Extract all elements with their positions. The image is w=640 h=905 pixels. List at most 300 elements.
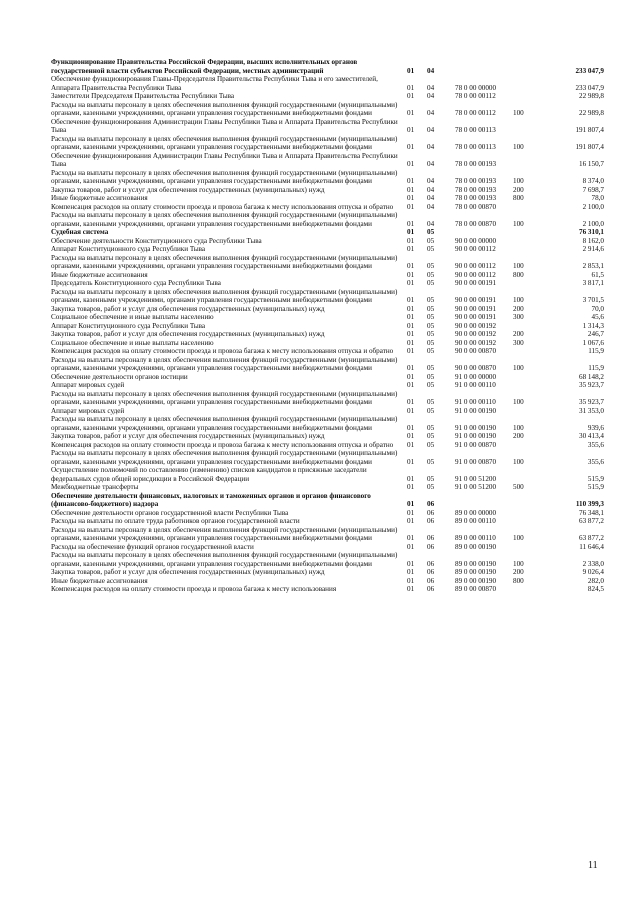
target-article-code: 90 0 00 00191 (455, 304, 497, 313)
target-article-code (455, 492, 513, 509)
item-name: Расходы на выплаты персоналу в целях обеспечения выполнения функций государственными (муниципальными) органами, казенными учреждениями, органами управления государственными внебюджетными фондами (51, 355, 398, 372)
table-row (51, 92, 604, 101)
expense-type-code (513, 381, 545, 390)
expense-type-code: 800 (513, 194, 524, 202)
table-row (51, 517, 604, 526)
amount: 22 989,8 (579, 109, 604, 117)
table-row (51, 373, 604, 382)
amount: 30 413,4 (579, 432, 604, 440)
item-name: Расходы на выплаты персоналу в целях обеспечения выполнения функций государственными (муниципальными) органами, казенными учреждениями, органами управления государственными внебюджетными фондами (51, 253, 398, 270)
table-row (51, 356, 604, 373)
amount: 939,6 (587, 423, 604, 432)
table-row (51, 551, 604, 568)
subsection-code: 04 (427, 143, 435, 151)
subsection-code: 05 (427, 330, 435, 338)
section-code: 01 (407, 534, 415, 542)
expense-type-code: 100 (513, 262, 524, 270)
target-article-code: 89 0 00 00190 (455, 576, 497, 585)
section-code: 01 (407, 381, 415, 389)
item-name: Закупка товаров, работ и услуг для обеспечения государственных (муниципальных) нужд (51, 568, 325, 576)
item-name: Закупка товаров, работ и услуг для обеспечения государственных (муниципальных) нужд (51, 330, 325, 338)
expense-type-code: 100 (513, 457, 524, 466)
expense-type-code: 100 (513, 559, 524, 568)
table-row (51, 194, 604, 203)
section-code: 01 (407, 406, 415, 415)
section-code: 01 (407, 83, 415, 92)
item-name: Расходы на выплаты персоналу в целях обеспечения выполнения функций государственными (муниципальными) органами, казенными учреждениями, органами управления государственными внебюджетными фондами (51, 168, 398, 185)
item-name: Расходы на выплаты персоналу в целях обеспечения выполнения функций государственными (муниципальными) органами, казенными учреждениями, органами управления государственными внебюджетными фондами (51, 134, 398, 151)
item-name: Расходы на обеспечение функций органов государственной власти (51, 542, 254, 551)
table-row (51, 254, 604, 271)
amount: 76 348,1 (579, 508, 604, 517)
expense-type-code: 100 (513, 398, 524, 406)
item-name: Аппарат Конституционного суда Республики Тыва (51, 245, 206, 253)
table-row (51, 339, 604, 348)
section-code: 01 (407, 500, 415, 508)
target-article-code: 89 0 00 00870 (455, 585, 497, 593)
subsection-code: 06 (427, 542, 435, 551)
amount: 246,7 (587, 330, 604, 338)
section-code: 01 (407, 304, 415, 313)
target-article-code: 78 0 00 00870 (455, 219, 497, 228)
table-row (51, 305, 604, 314)
item-name: Компенсация расходов на оплату стоимости проезда и провоза багажа к месту использования отпуска и обратно (51, 440, 394, 449)
table-row (51, 228, 604, 237)
subsection-code: 05 (427, 279, 435, 287)
amount: 515,9 (587, 474, 604, 483)
subsection-code: 06 (427, 534, 435, 542)
subsection-code: 04 (427, 219, 435, 228)
target-article-code: 91 0 00 00190 (455, 423, 497, 432)
expense-type-code: 100 (513, 177, 524, 185)
amount: 233 047,9 (575, 66, 604, 75)
table-row (51, 577, 604, 586)
item-name: Аппарат мировых судей (51, 381, 125, 389)
subsection-code: 04 (427, 83, 435, 92)
budget-table-body (51, 58, 604, 594)
expense-type-code (513, 517, 545, 526)
section-code: 01 (407, 296, 415, 304)
expense-type-code (513, 203, 545, 212)
expense-type-code (513, 228, 545, 237)
subsection-code: 05 (427, 457, 435, 466)
expense-type-code: 200 (513, 432, 524, 440)
expense-type-code (513, 407, 545, 416)
subsection-code: 05 (427, 270, 435, 279)
target-article-code: 89 0 00 00000 (455, 508, 497, 517)
subsection-code: 05 (427, 338, 435, 347)
expense-type-code (513, 279, 545, 288)
expense-type-code (513, 373, 545, 382)
amount: 515,9 (587, 483, 604, 491)
amount: 191 807,4 (575, 126, 604, 134)
item-name: Председатель Конституционного суда Республики Тыва (51, 279, 221, 287)
section-code: 01 (407, 92, 415, 100)
expense-type-code (513, 118, 545, 135)
section-code: 01 (407, 202, 415, 211)
target-article-code: 91 0 00 00190 (455, 406, 497, 415)
item-name: Закупка товаров, работ и услуг для обеспечения государственных (муниципальных) нужд (51, 304, 325, 313)
table-row (51, 152, 604, 169)
section-code: 01 (407, 432, 415, 440)
item-name: Функционирование Правительства Российской Федерации, высших исполнительных органов государственной власти субъектов Российской Федерации, местных администраций (51, 58, 358, 75)
subsection-code: 05 (427, 347, 435, 355)
subsection-code: 04 (427, 185, 435, 194)
amount: 11 646,4 (579, 542, 604, 551)
amount: 2 100,0 (582, 202, 604, 211)
expense-type-code (513, 58, 545, 75)
amount: 7 698,7 (582, 185, 604, 194)
item-name: Межбюджетные трансферты (51, 483, 139, 491)
target-article-code: 78 0 00 00113 (455, 143, 496, 151)
section-code: 01 (407, 364, 415, 372)
item-name: Закупка товаров, работ и услуг для обеспечения государственных (муниципальных) нужд (51, 185, 325, 194)
expense-type-code: 200 (513, 330, 524, 338)
target-article-code: 91 0 00 00190 (455, 432, 497, 440)
expense-type-code: 200 (513, 304, 524, 313)
expense-type-code (513, 543, 545, 552)
subsection-code: 05 (427, 440, 435, 449)
section-code: 01 (407, 559, 415, 568)
expense-type-code: 300 (513, 338, 524, 347)
item-name: Обеспечение функционирования Главы-Председателя Правительства Республики Тыва и его заместителей, Аппарата Правительства Республики Тыва (51, 75, 378, 92)
amount: 3 701,5 (582, 296, 604, 304)
item-name: Компенсация расходов на оплату стоимости проезда и провоза багажа к месту использования отпуска и обратно (51, 202, 394, 211)
subsection-code: 04 (427, 109, 435, 117)
section-code: 01 (407, 270, 415, 279)
expense-type-code (513, 92, 545, 101)
subsection-code: 04 (427, 194, 435, 202)
expense-type-code (513, 441, 545, 450)
amount: 8 162,0 (582, 236, 604, 245)
section-code: 01 (407, 228, 415, 236)
item-name: Социальное обеспечение и иные выплаты населению (51, 338, 214, 347)
section-code: 01 (407, 372, 415, 381)
amount: 35 923,7 (579, 398, 604, 406)
table-row (51, 466, 604, 483)
target-article-code: 89 0 00 00110 (455, 517, 496, 525)
item-name: Закупка товаров, работ и услуг для обеспечения государственных (муниципальных) нужд (51, 432, 325, 440)
subsection-code: 05 (427, 381, 435, 389)
table-row (51, 449, 604, 466)
table-row (51, 543, 604, 552)
item-name: Компенсация расходов на оплату стоимости проезда и провоза багажа к месту использования (51, 585, 337, 593)
table-row (51, 347, 604, 356)
expense-type-code: 100 (513, 296, 524, 304)
item-name: Осуществление полномочий по составлению (изменению) списков кандидатов в присяжные заседатели федеральных судов общей юрисдикции в Российской Федерации (51, 466, 367, 483)
table-row (51, 432, 604, 441)
amount: 68 148,2 (579, 372, 604, 381)
section-code: 01 (407, 321, 415, 330)
amount: 16 150,7 (579, 160, 604, 168)
section-code: 01 (407, 143, 415, 151)
subsection-code: 05 (427, 372, 435, 381)
target-article-code: 90 0 00 00000 (455, 236, 497, 245)
expense-type-code (513, 237, 545, 246)
item-name: Расходы на выплаты персоналу в целях обеспечения выполнения функций государственными (муниципальными) органами, казенными учреждениями, органами управления государственными внебюджетными фондами (51, 100, 398, 117)
subsection-code: 06 (427, 517, 435, 525)
subsection-code: 05 (427, 245, 435, 253)
amount: 3 817,1 (582, 279, 604, 287)
section-code: 01 (407, 236, 415, 245)
amount: 31 353,0 (579, 406, 604, 415)
item-name: Обеспечение функционирования Администрации Главы Республики Тыва и Аппарата Правительства Республики Тыва (51, 151, 398, 168)
expense-type-code: 800 (513, 576, 524, 585)
expense-type-code: 100 (513, 364, 524, 372)
expense-type-code: 200 (513, 568, 524, 576)
subsection-code: 05 (427, 474, 435, 483)
amount: 355,6 (587, 457, 604, 466)
subsection-code: 06 (427, 585, 435, 593)
section-code: 01 (407, 160, 415, 168)
expense-type-code: 200 (513, 185, 524, 194)
target-article-code: 91 0 00 00870 (455, 457, 497, 466)
section-code: 01 (407, 457, 415, 466)
target-article-code: 89 0 00 00110 (455, 534, 496, 542)
expense-type-code: 300 (513, 313, 524, 321)
target-article-code: 89 0 00 00190 (455, 559, 497, 568)
section-code: 01 (407, 262, 415, 270)
amount: 115,9 (588, 364, 604, 372)
expense-type-code (513, 466, 545, 483)
section-code: 01 (407, 219, 415, 228)
item-name: Компенсация расходов на оплату стоимости проезда и провоза багажа к месту использования отпуска и обратно (51, 347, 394, 355)
amount: 2 100,0 (582, 219, 604, 228)
amount: 110 399,3 (575, 500, 604, 508)
target-article-code: 90 0 00 00870 (455, 364, 497, 372)
target-article-code: 89 0 00 00190 (455, 568, 497, 576)
section-code: 01 (407, 279, 415, 287)
table-row (51, 407, 604, 416)
subsection-code: 05 (427, 432, 435, 440)
table-row (51, 568, 604, 577)
amount: 115,9 (588, 347, 604, 355)
item-name: Обеспечение деятельности органов юстиции (51, 372, 188, 381)
subsection-code: 05 (427, 313, 435, 321)
table-row (51, 330, 604, 339)
target-article-code: 91 0 00 51200 (455, 483, 497, 491)
item-name: Расходы на выплаты персоналу в целях обеспечения выполнения функций государственными (муниципальными) органами, казенными учреждениями, органами управления государственными внебюджетными фондами (51, 287, 398, 304)
target-article-code: 89 0 00 00190 (455, 542, 497, 551)
target-article-code: 90 0 00 00112 (455, 262, 496, 270)
amount: 45,6 (591, 313, 604, 321)
subsection-code: 05 (427, 406, 435, 415)
table-row (51, 526, 604, 543)
item-name: Социальное обеспечение и иные выплаты населению (51, 313, 214, 321)
subsection-code: 06 (427, 576, 435, 585)
target-article-code: 90 0 00 00191 (455, 296, 497, 304)
table-row (51, 509, 604, 518)
table-row (51, 585, 604, 594)
amount: 355,6 (587, 440, 604, 449)
amount: 61,5 (591, 270, 604, 279)
target-article-code: 90 0 00 00192 (455, 338, 497, 347)
table-row (51, 415, 604, 432)
table-row (51, 75, 604, 92)
expense-type-code: 100 (513, 219, 524, 228)
section-code: 01 (407, 568, 415, 576)
amount: 9 026,4 (582, 568, 604, 576)
item-name: Аппарат мировых судей (51, 406, 125, 415)
target-article-code: 78 0 00 00112 (455, 109, 496, 117)
subsection-code: 06 (427, 500, 435, 508)
expense-type-code: 100 (513, 534, 524, 542)
item-name: Иные бюджетные ассигнования (51, 194, 148, 202)
amount: 70,0 (591, 304, 604, 313)
subsection-code: 06 (427, 568, 435, 576)
table-row (51, 483, 604, 492)
expense-type-code: 100 (513, 143, 524, 151)
expense-type-code (513, 585, 545, 594)
table-row (51, 186, 604, 195)
target-article-code: 78 0 00 00193 (455, 160, 497, 168)
amount: 824,5 (587, 585, 604, 593)
item-name: Расходы на выплаты персоналу в целях обеспечения выполнения функций государственными (муниципальными) органами, казенными учреждениями, органами управления государственными внебюджетными фондами (51, 551, 398, 568)
target-article-code (455, 58, 513, 75)
target-article-code: 91 0 00 51200 (455, 474, 497, 483)
target-article-code: 91 0 00 00110 (455, 398, 496, 406)
amount: 22 989,8 (579, 92, 604, 100)
amount: 63 877,2 (579, 517, 604, 525)
section-code: 01 (407, 126, 415, 134)
target-article-code: 90 0 00 00192 (455, 321, 497, 330)
table-row (51, 135, 604, 152)
section-code: 01 (407, 440, 415, 449)
table-row (51, 245, 604, 254)
target-article-code: 90 0 00 00191 (455, 313, 497, 321)
table-row (51, 58, 604, 75)
table-row (51, 271, 604, 280)
table-row (51, 237, 604, 246)
expense-type-code (513, 152, 545, 169)
expense-type-code (513, 347, 545, 356)
section-code: 01 (407, 483, 415, 491)
section-code: 01 (407, 542, 415, 551)
item-name: Расходы на выплаты персоналу в целях обеспечения выполнения функций государственными (муниципальными) органами, казенными учреждениями, органами управления государственными внебюджетными фондами (51, 525, 398, 542)
table-row (51, 390, 604, 407)
table-row (51, 203, 604, 212)
subsection-code: 04 (427, 177, 435, 185)
subsection-code: 04 (427, 92, 435, 100)
target-article-code: 78 0 00 00870 (455, 202, 497, 211)
target-article-code: 90 0 00 00112 (455, 270, 496, 279)
item-name: Обеспечение функционирования Администрации Главы Республики Тыва и Аппарата Правительства Республики Тыва (51, 117, 398, 134)
target-article-code: 91 0 00 00870 (455, 440, 497, 449)
item-name: Расходы на выплаты персоналу в целях обеспечения выполнения функций государственными (муниципальными) органами, казенными учреждениями, органами управления государственными внебюджетными фондами (51, 389, 398, 406)
expense-type-code: 100 (513, 423, 524, 432)
expense-type-code (513, 245, 545, 254)
item-name: Аппарат Конституционного суда Республики Тыва (51, 321, 206, 330)
target-article-code: 91 0 00 00000 (455, 372, 497, 381)
subsection-code: 04 (427, 202, 435, 211)
subsection-code: 05 (427, 296, 435, 304)
table-row (51, 322, 604, 331)
item-name: Судебная система (51, 228, 109, 236)
target-article-code: 90 0 00 00191 (455, 279, 497, 287)
table-row (51, 313, 604, 322)
target-article-code: 78 0 00 00000 (455, 83, 497, 92)
page-number: 11 (588, 860, 598, 871)
target-article-code (455, 228, 513, 237)
table-row (51, 492, 604, 509)
section-code: 01 (407, 245, 415, 253)
subsection-code: 04 (427, 126, 435, 134)
section-code: 01 (407, 66, 415, 75)
subsection-code: 05 (427, 398, 435, 406)
subsection-code: 05 (427, 262, 435, 270)
target-article-code: 78 0 00 00113 (455, 126, 496, 134)
subsection-code: 05 (427, 304, 435, 313)
amount: 191 807,4 (575, 143, 604, 151)
target-article-code: 78 0 00 00112 (455, 92, 496, 100)
amount: 2 853,1 (582, 262, 604, 270)
subsection-code: 06 (427, 508, 435, 517)
target-article-code: 90 0 00 00870 (455, 347, 497, 355)
item-name: Обеспечение деятельности органов государственной власти Республики Тыва (51, 508, 289, 517)
target-article-code: 78 0 00 00193 (455, 194, 497, 202)
item-name: Иные бюджетные ассигнования (51, 576, 148, 585)
expense-type-code: 800 (513, 270, 524, 279)
item-name: Обеспечение деятельности финансовых, налоговых и таможенных органов и органов финансового (финансово-бюджетного) надзора (51, 491, 371, 508)
target-article-code: 90 0 00 00192 (455, 330, 497, 338)
subsection-code: 05 (427, 423, 435, 432)
amount: 78,0 (591, 194, 604, 202)
section-code: 01 (407, 313, 415, 321)
section-code: 01 (407, 474, 415, 483)
amount: 76 310,1 (579, 228, 604, 236)
amount: 35 923,7 (579, 381, 604, 389)
table-row (51, 211, 604, 228)
section-code: 01 (407, 576, 415, 585)
item-name: Расходы на выплаты персоналу в целях обеспечения выполнения функций государственными (муниципальными) органами, казенными учреждениями, органами управления государственными внебюджетными фондами (51, 415, 398, 432)
item-name: Расходы на выплаты персоналу в целях обеспечения выполнения функций государственными (муниципальными) органами, казенными учреждениями, органами управления государственными внебюджетными фондами (51, 449, 398, 466)
table-row (51, 441, 604, 450)
target-article-code: 91 0 00 00110 (455, 381, 496, 389)
table-row (51, 279, 604, 288)
section-code: 01 (407, 194, 415, 202)
target-article-code: 90 0 00 00112 (455, 245, 496, 253)
section-code: 01 (407, 330, 415, 338)
section-code: 01 (407, 423, 415, 432)
table-row (51, 101, 604, 118)
table-row (51, 381, 604, 390)
section-code: 01 (407, 517, 415, 525)
amount: 8 374,0 (582, 177, 604, 185)
subsection-code: 06 (427, 559, 435, 568)
subsection-code: 04 (427, 160, 435, 168)
expense-type-code (513, 509, 545, 518)
amount: 1 067,6 (582, 338, 604, 347)
item-name: Расходы на выплаты по оплате труда работников органов государственной власти (51, 517, 300, 525)
table-row (51, 288, 604, 305)
table-row (51, 169, 604, 186)
section-code: 01 (407, 508, 415, 517)
amount: 233 047,9 (575, 83, 604, 92)
subsection-code: 04 (427, 66, 435, 75)
subsection-code: 05 (427, 321, 435, 330)
item-name: Иные бюджетные ассигнования (51, 270, 148, 279)
subsection-code: 05 (427, 228, 435, 236)
target-article-code: 78 0 00 00193 (455, 185, 497, 194)
section-code: 01 (407, 185, 415, 194)
amount: 2 338,0 (582, 559, 604, 568)
expense-type-code (513, 492, 545, 509)
subsection-code: 05 (427, 364, 435, 372)
section-code: 01 (407, 398, 415, 406)
expense-type-code: 100 (513, 109, 524, 117)
amount: 2 914,6 (582, 245, 604, 253)
budget-table (51, 58, 604, 594)
